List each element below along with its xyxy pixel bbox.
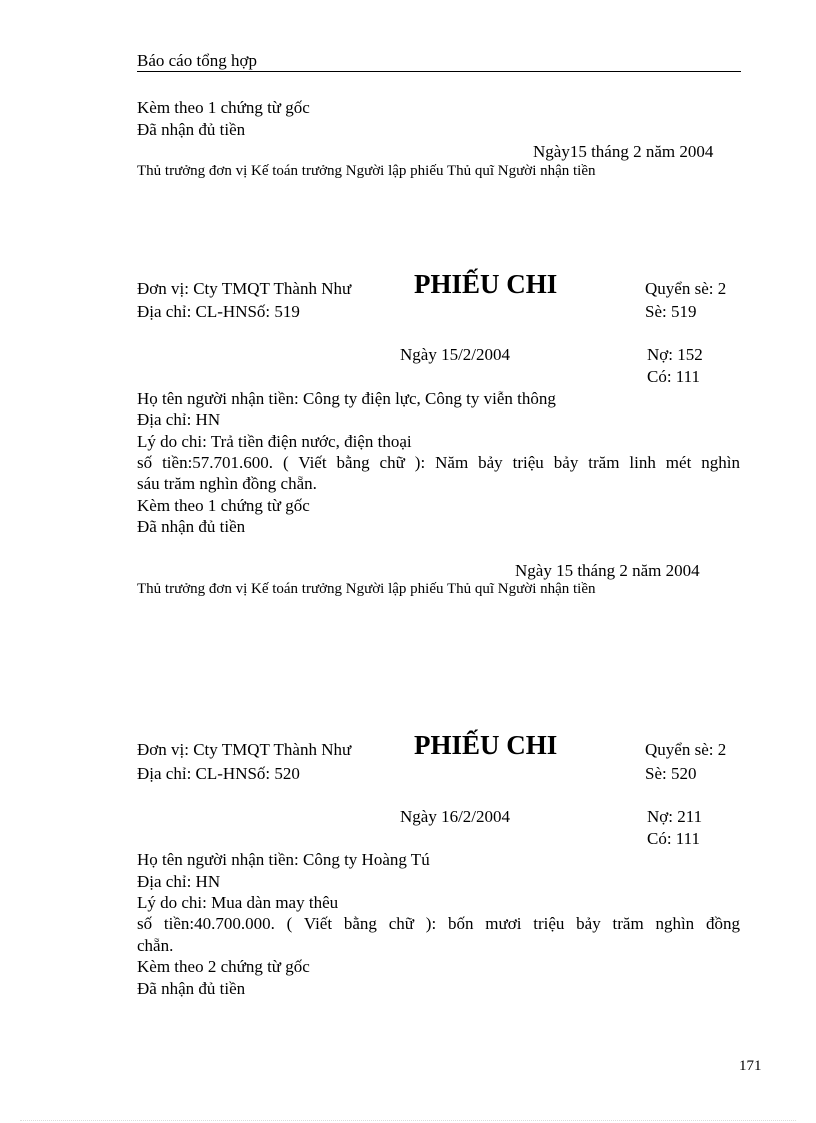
voucher-amount-words-cont: sáu trăm nghìn đồng chẵn.	[137, 474, 317, 493]
voucher-amount-line: số tiền:57.701.600. ( Viết bằng chữ ): Năm bảy triệu bảy trăm linh mét nghìn	[137, 453, 740, 472]
voucher-address: Địa chỉ: CL-HNSố: 519	[137, 302, 300, 321]
voucher-recipient-address: Địa chỉ: HN	[137, 410, 221, 429]
voucher-title: PHIẾU CHI	[414, 730, 558, 760]
page-number: 171	[739, 1058, 762, 1074]
voucher-signatures-line: Thủ trưởng đơn vị Kế toán trưởng Người lập phiếu Thủ quĩ Người nhận tiền	[137, 581, 596, 597]
voucher-attach: Kèm theo 1 chứng từ gốc	[137, 496, 310, 515]
voucher-credit: Có: 111	[647, 367, 701, 386]
voucher-recipient-address: Địa chỉ: HN	[137, 872, 221, 891]
voucher-debit: Nợ: 211	[647, 807, 703, 826]
voucher-date: Ngày 15/2/2004	[400, 345, 511, 364]
voucher-received: Đã nhận đủ tiền	[137, 517, 246, 536]
prev-signatures-line: Thủ trưởng đơn vị Kế toán trưởng Người lập phiếu Thủ quĩ Người nhận tiền	[137, 163, 596, 179]
voucher-address: Địa chỉ: CL-HNSố: 520	[137, 764, 300, 783]
voucher-amount-words-cont: chẵn.	[137, 936, 174, 955]
voucher-number: Sè: 520	[645, 764, 697, 783]
prev-received-text: Đã nhận đủ tiền	[137, 120, 246, 139]
voucher-sign-date: Ngày 15 tháng 2 năm 2004	[515, 561, 700, 580]
voucher-date: Ngày 16/2/2004	[400, 807, 511, 826]
voucher-amount-line: số tiền:40.700.000. ( Viết bằng chữ ): bốn mươi triệu bảy trăm nghìn đồng	[137, 914, 740, 933]
page-header-title: Báo cáo tổng hợp	[137, 51, 257, 70]
page-bottom-divider	[20, 1120, 796, 1121]
voucher-number: Sè: 519	[645, 302, 697, 321]
voucher-book: Quyển sè: 2	[645, 279, 727, 298]
voucher-recipient: Họ tên người nhận tiền: Công ty Hoàng Tú	[137, 850, 430, 869]
prev-date-text: Ngày15 tháng 2 năm 2004	[533, 142, 714, 161]
voucher-credit: Có: 111	[647, 829, 701, 848]
prev-attach-text: Kèm theo 1 chứng từ gốc	[137, 98, 310, 117]
voucher-debit: Nợ: 152	[647, 345, 703, 364]
voucher-title: PHIẾU CHI	[414, 269, 558, 299]
voucher-unit: Đơn vị: Cty TMQT Thành Như	[137, 740, 352, 759]
voucher-book: Quyển sè: 2	[645, 740, 727, 759]
voucher-recipient: Họ tên người nhận tiền: Công ty điện lực, Công ty viễn thông	[137, 389, 556, 408]
voucher-reason: Lý do chi: Mua dàn may thêu	[137, 893, 339, 912]
voucher-reason: Lý do chi: Trả tiền điện nước, điện thoại	[137, 432, 412, 451]
header-divider	[137, 71, 741, 72]
voucher-attach: Kèm theo 2 chứng từ gốc	[137, 957, 310, 976]
voucher-received: Đã nhận đủ tiền	[137, 979, 246, 998]
voucher-unit: Đơn vị: Cty TMQT Thành Như	[137, 279, 352, 298]
